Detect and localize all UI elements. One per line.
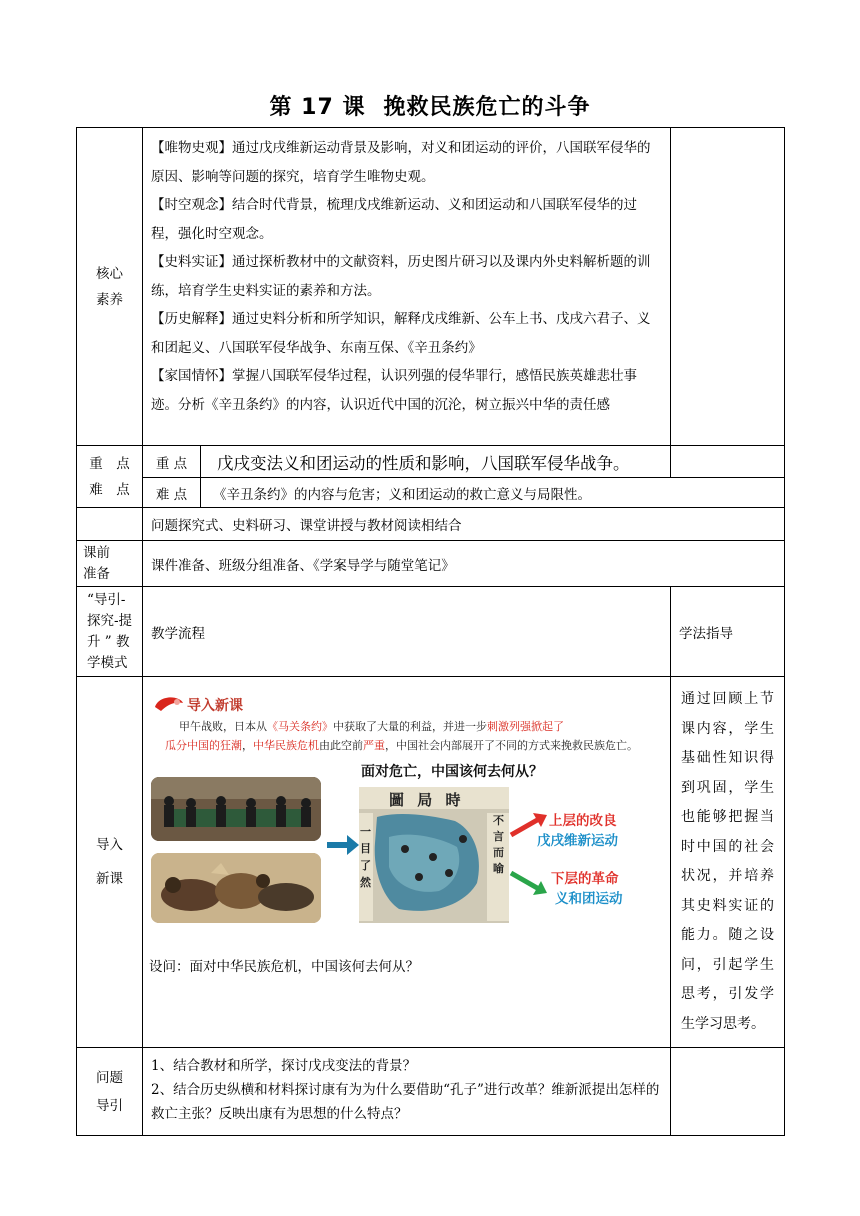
mode-label: “导引- 探究-提 升 ” 教 学模式 bbox=[77, 587, 143, 677]
keypoints-label: 重 点 难 点 bbox=[77, 446, 143, 508]
intro-question: 设问：面对中华民族危机，中国该何去何从？ bbox=[149, 959, 419, 975]
core-note-cell bbox=[671, 128, 785, 446]
map-title: 圖 局 時 bbox=[389, 791, 465, 809]
lesson-number: 第 17 课 bbox=[269, 95, 366, 120]
intro-label: 导入 新课 bbox=[77, 677, 143, 1048]
prep-row bbox=[77, 541, 785, 587]
lesson-name: 挽救民族危亡的斗争 bbox=[383, 95, 591, 120]
problem-item: 2、结合历史纵横和材料探讨康有为为什么要借助“孔子”进行改革？维新派提出怎样的救亡主张？反映出康有为思想的什么特点？ bbox=[151, 1082, 660, 1122]
core-item: 【历史解释】通过史料分析和所学知识，解释戊戌维新、公车上书、戊戌六君子、义和团起义、八国联军侵华战争、东南互保、《辛丑条约》 bbox=[151, 311, 651, 356]
prep-label: 课前 准备 bbox=[77, 541, 143, 587]
upper-reform-label: 上层的改良 bbox=[549, 813, 617, 829]
lesson-plan-table bbox=[76, 127, 785, 1136]
key-label: 重 点 bbox=[143, 446, 201, 478]
core-item: 【时空观念】结合时代背景，梳理戊戌维新运动、义和团运动和八国联军侵华的过程，强化时空观念。 bbox=[151, 197, 637, 242]
arrow-down-right-icon bbox=[509, 869, 547, 895]
problems-note-cell bbox=[671, 1048, 785, 1136]
intro-badge-text: 导入新课 bbox=[187, 698, 243, 714]
difficult-point-row bbox=[77, 478, 785, 508]
intro-content bbox=[143, 677, 671, 1048]
reform-movement-label: 戊戌维新运动 bbox=[537, 833, 618, 849]
map-right-caption: 不言而喻 bbox=[493, 814, 504, 875]
intro-row bbox=[77, 677, 785, 1048]
method-row bbox=[77, 508, 785, 541]
page-title bbox=[0, 90, 860, 121]
guide-header: 学法指导 bbox=[671, 587, 785, 677]
problems-label: 问题 导引 bbox=[77, 1048, 143, 1136]
slide-question: 面对危亡，中国该何去何从？ bbox=[361, 764, 543, 780]
core-item: 【家国情怀】掌握八国联军侵华过程，认识列强的侵华罪行，感悟民族英雄悲壮事迹。分析《辛丑条约》的内容，认识近代中国的沉沦，树立振兴中华的责任感 bbox=[151, 368, 637, 413]
intro-guidance: 通过回顾上节课内容，学生基础性知识得到巩固，学生也能够把握当时中国的社会状况，并培养其史料实证的能力。随之设问，引起学生思考，引发学生学习思考。 bbox=[671, 677, 785, 1048]
key-note-cell bbox=[671, 446, 785, 478]
method-text: 问题探究式、史料研习、课堂讲授与教材阅读相结合 bbox=[143, 508, 785, 541]
prep-text: 课件准备、班级分组准备、《学案导学与随堂笔记》 bbox=[143, 541, 785, 587]
core-item: 【唯物史观】通过戊戌维新运动背景及影响，对义和团运动的评价，八国联军侵华的原因、影响等问题的探究，培育学生唯物史观。 bbox=[151, 140, 651, 185]
method-label-cell bbox=[77, 508, 143, 541]
key-point-row bbox=[77, 446, 785, 478]
core-content bbox=[143, 128, 671, 446]
carving-up-china-cartoon bbox=[151, 853, 321, 923]
intro-slide-image bbox=[151, 687, 661, 927]
intro-slide-paragraph: 甲午战败，日本从《马关条约》中获取了大量的利益，并进一步刺激列强掀起了 瓜分中国的狂潮，中华民族危机由此空前严重，中国社会内部展开了不同的方式来挽救民族危亡。 bbox=[165, 720, 638, 752]
map-left-caption: 一目了然 bbox=[360, 825, 371, 889]
treaty-meeting-photo bbox=[151, 777, 321, 841]
core-item: 【史料实证】通过探析教材中的文献资料，历史图片研习以及课内外史料解析题的训练，培育学生史料实证的素养和方法。 bbox=[151, 254, 651, 299]
right-arrow-icon bbox=[327, 835, 359, 855]
difficult-text: 《辛丑条约》的内容与危害；义和团运动的救亡意义与局限性。 bbox=[201, 478, 785, 508]
boxer-movement-label: 义和团运动 bbox=[555, 891, 623, 907]
situation-map-cartoon bbox=[359, 787, 509, 923]
core-label: 核心 素养 bbox=[77, 128, 143, 446]
lower-revolution-label: 下层的革命 bbox=[551, 871, 619, 887]
core-literacy-row bbox=[77, 128, 785, 446]
key-text: 戊戌变法义和团运动的性质和影响，八国联军侵华战争。 bbox=[201, 446, 671, 478]
difficult-label: 难 点 bbox=[143, 478, 201, 508]
flow-header: 教学流程 bbox=[143, 587, 671, 677]
problem-item: 1、结合教材和所学，探讨戊戌变法的背景？ bbox=[151, 1058, 417, 1074]
mode-row bbox=[77, 587, 785, 677]
problems-row bbox=[77, 1048, 785, 1136]
problems-content bbox=[143, 1048, 671, 1136]
